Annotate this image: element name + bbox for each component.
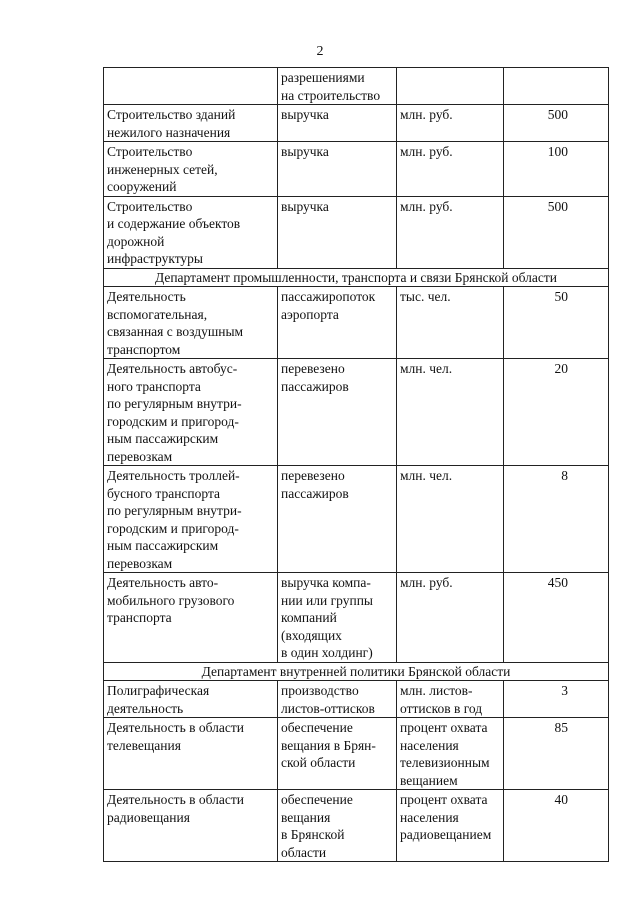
- value-cell: 100: [504, 142, 609, 197]
- page-number: 2: [316, 44, 324, 59]
- activity-cell: Строительство зданий нежилого назначения: [104, 105, 278, 142]
- indicator-cell: перевезено пассажиров: [278, 359, 397, 466]
- value-cell: 50: [504, 287, 609, 359]
- activity-cell: Полиграфическая деятельность: [104, 681, 278, 718]
- department-row: [104, 662, 609, 681]
- indicator-cell: обеспечение вещания в Брянской области: [278, 790, 397, 862]
- activity-cell: Строительство инженерных сетей, сооружений: [104, 142, 278, 197]
- table-row: [104, 359, 609, 466]
- table-row: [104, 790, 609, 862]
- unit-cell: млн. руб.: [397, 105, 504, 142]
- department-title: Департамент внутренней политики Брянской области: [104, 662, 609, 681]
- activity-cell: Деятельность троллей- бусного транспорта по регулярным внутри- городским и пригород- ным пассажирским перевозкам: [104, 466, 278, 573]
- value-cell: [504, 68, 609, 105]
- indicators-table: [103, 67, 609, 862]
- table-row: [104, 68, 609, 105]
- department-row: [104, 268, 609, 287]
- unit-cell: млн. руб.: [397, 196, 504, 268]
- unit-cell: млн. чел.: [397, 359, 504, 466]
- table-row: [104, 142, 609, 197]
- indicator-cell: пассажиропоток аэропорта: [278, 287, 397, 359]
- indicator-cell: выручка: [278, 142, 397, 197]
- value-cell: 3: [504, 681, 609, 718]
- activity-cell: Деятельность авто- мобильного грузового транспорта: [104, 573, 278, 663]
- activity-cell: Строительство и содержание объектов дорожной инфраструктуры: [104, 196, 278, 268]
- table-row: [104, 681, 609, 718]
- unit-cell: млн. чел.: [397, 466, 504, 573]
- activity-cell: Деятельность в области радиовещания: [104, 790, 278, 862]
- activity-cell: Деятельность вспомогательная, связанная с воздушным транспортом: [104, 287, 278, 359]
- unit-cell: млн. руб.: [397, 142, 504, 197]
- activity-cell: [104, 68, 278, 105]
- unit-cell: процент охвата населения телевизионным вещанием: [397, 718, 504, 790]
- indicator-cell: выручка: [278, 105, 397, 142]
- value-cell: 500: [504, 105, 609, 142]
- indicator-cell: обеспечение вещания в Брян- ской области: [278, 718, 397, 790]
- unit-cell: млн. руб.: [397, 573, 504, 663]
- value-cell: 8: [504, 466, 609, 573]
- value-cell: 450: [504, 573, 609, 663]
- indicator-cell: выручка: [278, 196, 397, 268]
- table-row: [104, 573, 609, 663]
- value-cell: 85: [504, 718, 609, 790]
- value-cell: 500: [504, 196, 609, 268]
- indicator-cell: выручка компа- нии или группы компаний (входящих в один холдинг): [278, 573, 397, 663]
- unit-cell: тыс. чел.: [397, 287, 504, 359]
- value-cell: 40: [504, 790, 609, 862]
- unit-cell: млн. листов- оттисков в год: [397, 681, 504, 718]
- table-row: [104, 105, 609, 142]
- value-cell: 20: [504, 359, 609, 466]
- table-row: [104, 196, 609, 268]
- table-row: [104, 287, 609, 359]
- activity-cell: Деятельность автобус- ного транспорта по регулярным внутри- городским и пригород- ным пассажирским перевозкам: [104, 359, 278, 466]
- indicator-cell: разрешениями на строительство: [278, 68, 397, 105]
- table-row: [104, 466, 609, 573]
- unit-cell: [397, 68, 504, 105]
- department-title: Департамент промышленности, транспорта и связи Брянской области: [104, 268, 609, 287]
- table-row: [104, 718, 609, 790]
- indicator-cell: производство листов-оттисков: [278, 681, 397, 718]
- activity-cell: Деятельность в области телевещания: [104, 718, 278, 790]
- indicator-cell: перевезено пассажиров: [278, 466, 397, 573]
- unit-cell: процент охвата населения радиовещанием: [397, 790, 504, 862]
